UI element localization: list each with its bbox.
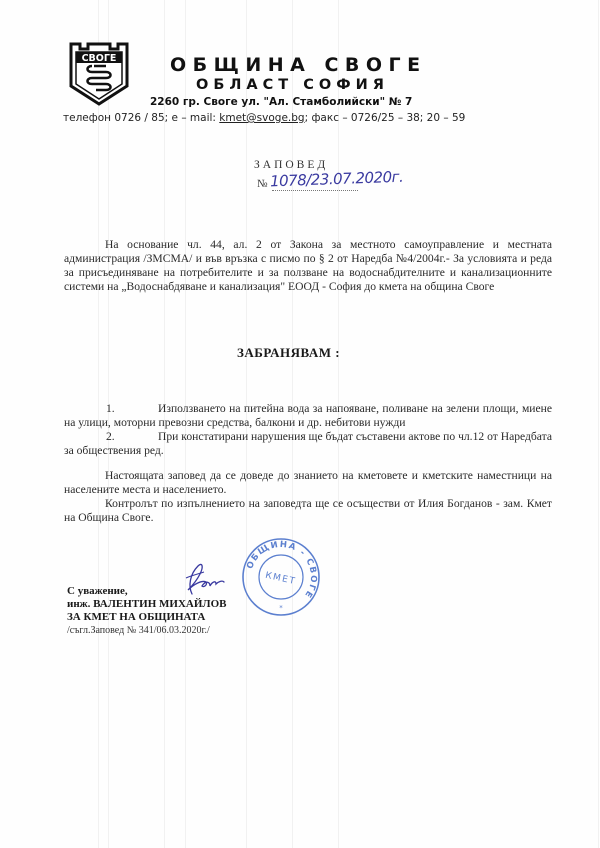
org-region: ОБЛАСТ СОФИЯ <box>196 77 389 93</box>
list-item <box>64 402 552 430</box>
document-number-prefix: № <box>257 178 268 190</box>
forbid-heading: ЗАБРАНЯВАМ : <box>237 345 341 360</box>
notify-paragraph: Настоящата заповед да се доведе до знанието на кметовете и кметските наместници на населените места и населението. <box>64 469 552 496</box>
svg-text:*: * <box>279 604 283 612</box>
list-item-text: Използването на питейна вода за напояване, поливане на зелени площи, миене на улици, моторни превозни средства, балкони и др. небитови нужди <box>64 402 552 429</box>
number-dotted-line <box>272 190 358 191</box>
fax-text: ; факс – 0726/25 – 38; 20 – 59 <box>304 112 466 124</box>
svg-text:СВОГЕ: СВОГЕ <box>81 53 117 64</box>
svg-text:КМЕТ: КМЕТ <box>264 570 297 588</box>
signature-block <box>67 585 227 637</box>
control-paragraph: Контролът по изпълнението на заповедта ще се осъществи от Илия Богданов - зам. Кмет на Община Своге. <box>64 497 552 524</box>
org-contacts <box>63 112 465 124</box>
signer-name: инж. ВАЛЕНТИН МИХАЙЛОВ <box>67 598 227 610</box>
phone-text: телефон 0726 / 85; е – mail: <box>63 112 220 124</box>
list-item-number: 1. <box>106 402 115 415</box>
signer-position: ЗА КМЕТ НА ОБЩИНАТА <box>67 611 206 623</box>
coat-of-arms-icon <box>68 42 130 106</box>
signer-authority: /съгл.Заповед № 341/06.03.2020г./ <box>67 625 210 636</box>
list-item-text: При констатирани нарушения ще бъдат съставени актове по чл.12 от Наредбата за обществения ред. <box>64 430 552 457</box>
basis-paragraph: На основание чл. 44, ал. 2 от Закона за местното самоуправление и местната администрация /ЗМСМА/ и във връзка с писмо по § 2 от Наредба №4/2004г.- За условията и реда за присъединяване на потребителите и за ползване на водоснабдителните и канализационните системи на „Водоснабдяване и канализация" ЕООД - София до кмета на община Своге <box>64 238 552 293</box>
org-name: ОБЩИНА СВОГЕ <box>170 54 427 76</box>
list-item <box>64 430 552 458</box>
org-address: 2260 гр. Своге ул. "Ал. Стамболийски" № 7 <box>150 96 413 108</box>
svg-text:ОБЩИНА - СВОГЕ: ОБЩИНА - СВОГЕ <box>245 539 319 601</box>
official-stamp-icon <box>240 536 322 618</box>
list-item-number: 2. <box>106 430 115 443</box>
greeting: С уважение, <box>67 585 128 597</box>
document-title: ЗАПОВЕД <box>254 159 329 171</box>
document-number-handwritten: 1078/23.07.2020г. <box>269 167 404 191</box>
email-link[interactable]: kmet@svoge.bg <box>219 112 305 124</box>
